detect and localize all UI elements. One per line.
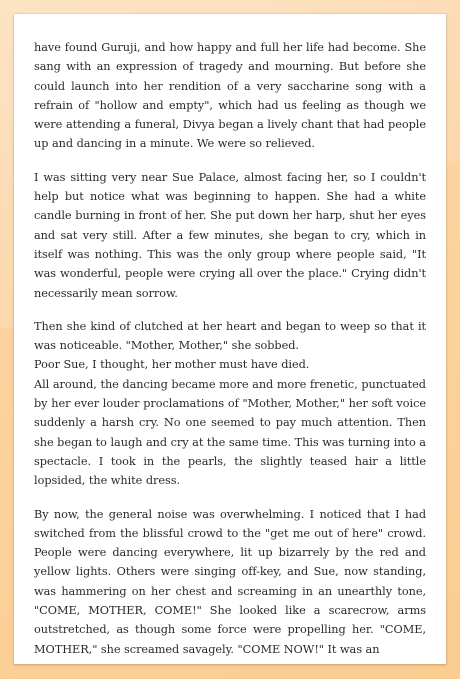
document-page[interactable] bbox=[14, 14, 446, 664]
paragraph-3: Then she kind of clutched at her heart and began to weep so that it was noticeable. "Mother, Mother," she sobbed. bbox=[34, 319, 426, 353]
paragraph-2: I was sitting very near Sue Palace, almost facing her, so I couldn't help but notice what was beginning to happen. She had a white candle burning in front of her. She put down her harp, shut her eyes and sat very still. After a few minutes, she began to cry, which in itself was nothing. This was the only group where people said, "It was wonderful, people were crying all over the place." Crying didn't necessarily mean sorrow. bbox=[34, 170, 426, 300]
paragraph-1: have found Guruji, and how happy and full her life had become. She sang with an expression of tragedy and mourning. But before she could launch into her rendition of a very saccharine song with a refrain of "hollow and empty", which had us feeling as though we were attending a funeral, Divya began a lively chant that had people up and dancing in a minute. We were so relieved. bbox=[34, 41, 426, 151]
paragraph-6: By now, the general noise was overwhelming. I noticed that I had switched from the blissful crowd to the "get me out of here" crowd. People were dancing everywhere, lit up bizarrely by the red and yellow lights. Others were singing off-key, and Sue, now standing, was hammering on her chest and screaming in an unearthly tone, "COME, MOTHER, COME!" She looked like a scarecrow, arms outstretched, as though some force were propelling her. "COME, MOTHER," she screamed savagely. "COME NOW!" It was an bbox=[34, 507, 426, 656]
paragraph-5: All around, the dancing became more and more frenetic, punctuated by her ever louder proclamations of "Mother, Mother," her soft voice suddenly a harsh cry. No one seemed to pay much attention. Then she began to laugh and cry at the same time. This was turning into a spectacle. I took in the pearls, the slightly teased hair a little lopsided, the white dress. bbox=[34, 377, 426, 488]
paragraph-4: Poor Sue, I thought, her mother must have died. bbox=[34, 358, 310, 372]
